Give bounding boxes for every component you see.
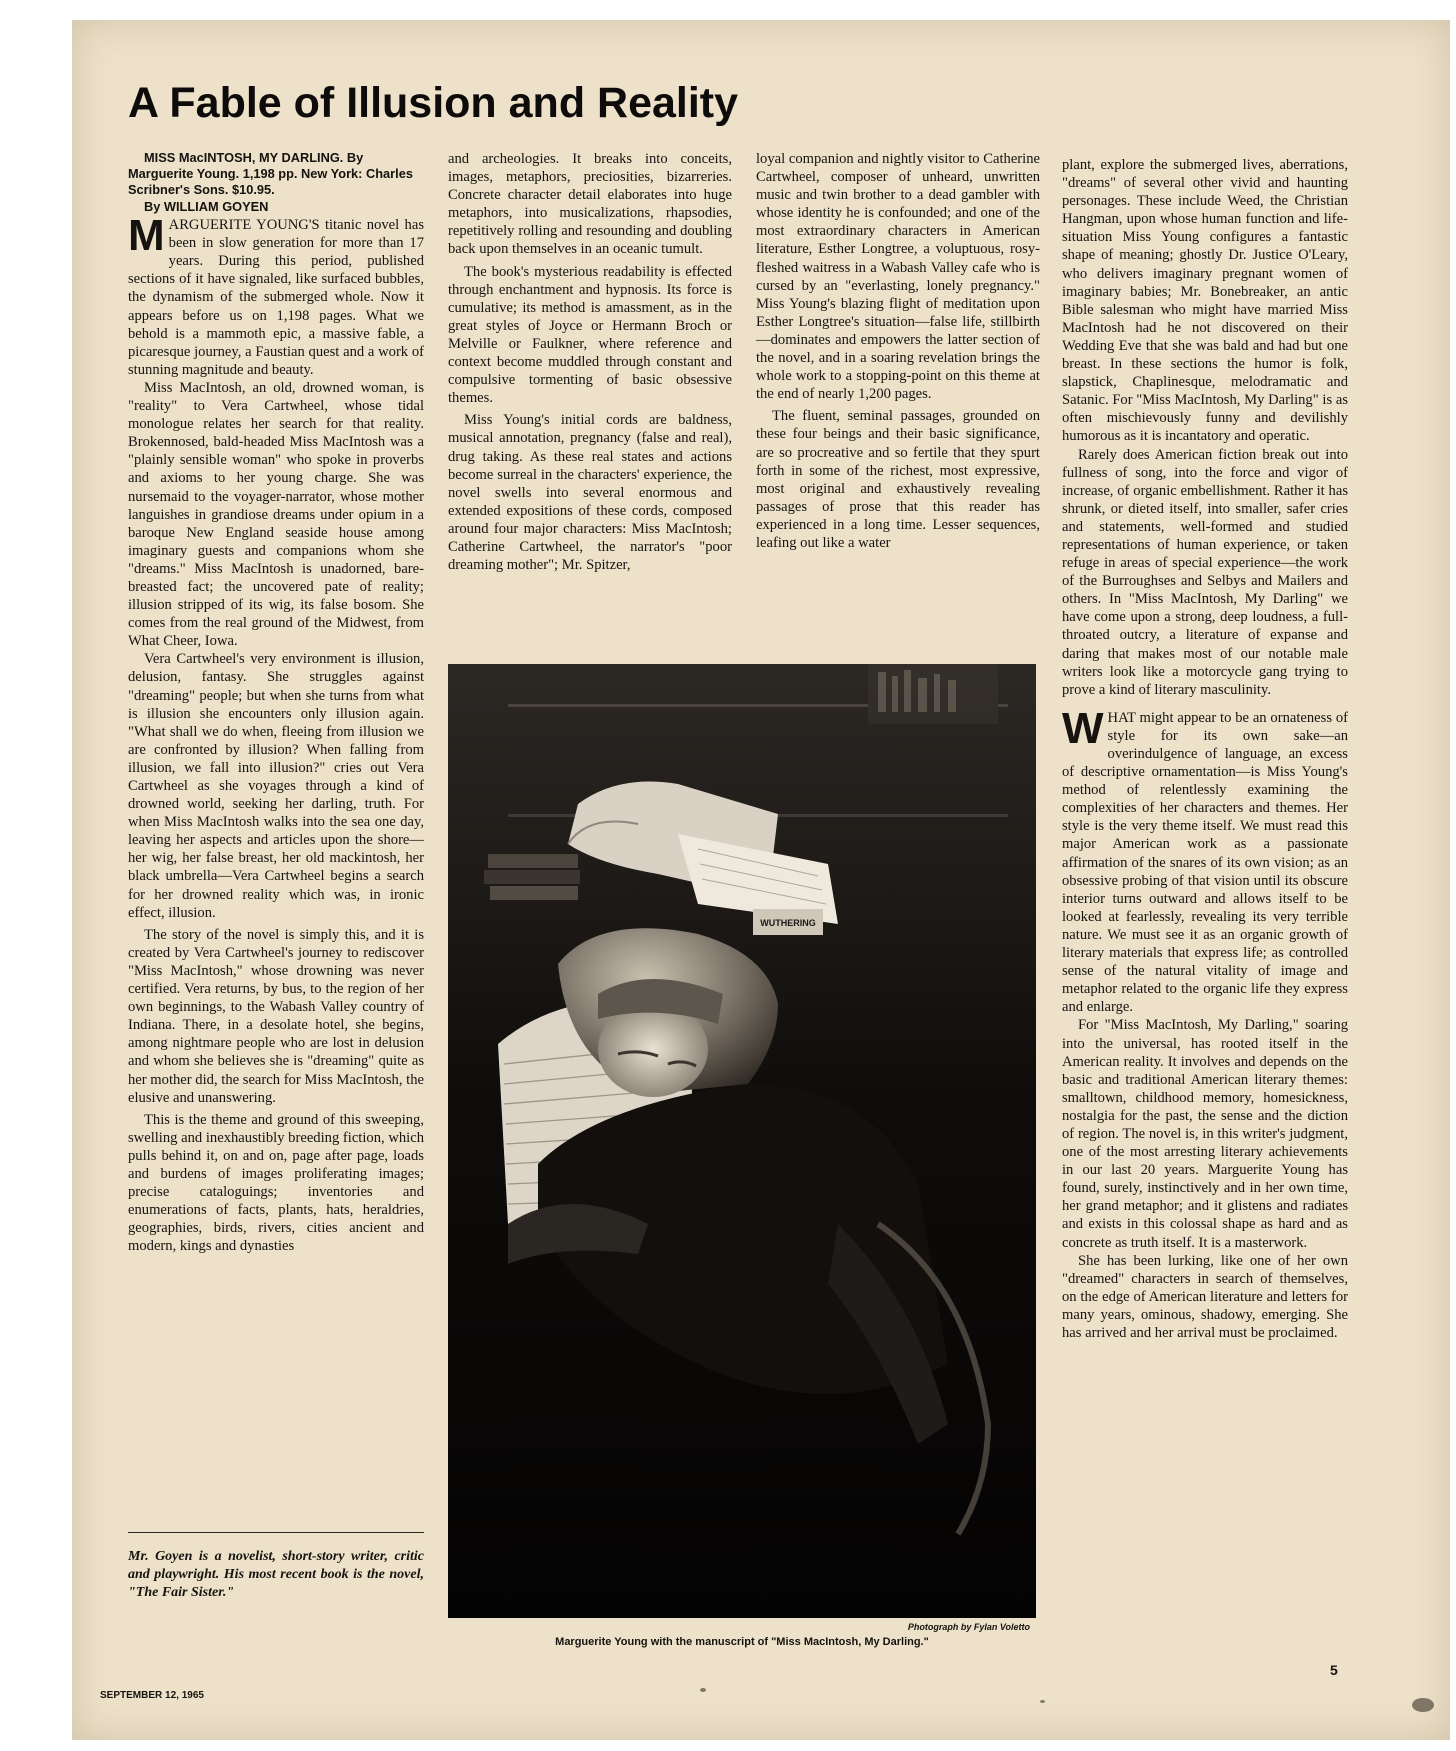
drop-cap: M bbox=[128, 211, 165, 261]
section-paragraph: WHAT might appear to be an ornateness of style for its own sake—an overindulgence of language, an excess of descriptive ornamentation—is Miss Young's method of relentlessly examining the complexities of her characters and themes. Her style is the very theme itself. We must read this major American work as a passionate affirmation of the snares of its own vision; as an obsessive probing of that vision until its obscure interior turns outward and allows itself to be looked at fearlessly, revealing its very terrible nature. We must see it as an organic growth of literary materials that express life; as controlled sense of the natural vitality of image and metaphor related to the organic life they express and enlarge. bbox=[1062, 703, 1348, 1016]
paragraph: She has been lurking, like one of her own "dreamed" characters in search of themselves, on the edge of American literature and letters for many years, ominous, shadowy, emerging. She has arrived and her arrival must be proclaimed. bbox=[1062, 1252, 1348, 1341]
column-4 bbox=[1062, 156, 1348, 1342]
column-1 bbox=[128, 150, 424, 1255]
book-title-label: WUTHERING bbox=[760, 918, 816, 928]
paragraph: loyal companion and nightly visitor to Catherine Cartwheel, composer of unheard, unwritten music and twin brother to a dead gambler with whose identity he is confounded; and one of the most extraordinary characters in American literature, Esther Longtree, a voluptuous, rosy-fleshed waitress in a Wabash Valley cafe who is cursed by an "everlasting, lonely pregnancy." Miss Young's blazing flight of meditation upon Esther Longtree's situation—false life, stillbirth—dominates and empowers the latter section of the novel, and in a soaring revelation brings the whole work to a stopping-point on this theme at the end of nearly 1,200 pages. bbox=[756, 151, 1040, 403]
lead-paragraph: MARGUERITE YOUNG'S titanic novel has been in slow generation for more than 17 years. During this period, published sections of it have signaled, like surfaced bubbles, the dynamism of the submerged whole. Now it appears before us on 1,198 pages. What we behold is a mammoth epic, a massive fable, a picaresque journey, a Faustian quest and a work of stunning magnitude and beauty. bbox=[128, 211, 424, 378]
small-book bbox=[753, 909, 823, 935]
byline: By WILLIAM GOYEN bbox=[144, 199, 269, 214]
ink-speck bbox=[700, 1688, 706, 1692]
book-stack bbox=[484, 854, 580, 900]
page-number: 5 bbox=[1330, 1662, 1338, 1678]
column-2 bbox=[448, 150, 732, 574]
paragraph: plant, explore the submerged lives, aberrations, "dreams" of several other vivid and haunting personages. These include Weed, the Christian Hangman, upon whose human function and life-situation Miss Young configures a fantastic shape of meaning; ghostly Dr. Justice O'Leary, who delivers imaginary pregnant women of imaginary babies; Mr. Bonebreaker, an antic Bible salesman who might have married Miss MacIntosh had he not discovered on their Wedding Eve that she was bald and had but one breast. In these sections the humor is folk, slapstick, Chaplinesque, melodramatic and Satanic. For "Miss MacIntosh, My Darling" is as often mischievously funny and devilishly humorous as it is incantatory and operatic. bbox=[1062, 157, 1348, 445]
paragraph: Miss Young's initial cords are baldness, musical annotation, pregnancy (false and real), drug taking. As these real states and actions become surreal in the characters' experience, the novel swells into several enormous and extended expositions of these cords, composed around four major characters: Miss MacIntosh; Catherine Cartwheel, the narrator's "poor dreaming mother"; Mr. Spitzer, bbox=[448, 412, 732, 574]
ink-speck bbox=[1040, 1700, 1045, 1703]
paragraph: The story of the novel is simply this, and it is created by Vera Cartwheel's journey to rediscover "Miss MacIntosh," whose drowning was never certified. Vera returns, by bus, to the region of her own beginnings, to the Wabash Valley country of Indiana. There, in a desolate hotel, she begins, among nightmare people who are lost in delusion and whom she believes she is "dreaming" quite as her mother did, the search for Miss MacIntosh, the elusive and unanswering. bbox=[128, 926, 424, 1106]
paragraph: This is the theme and ground of this sweeping, swelling and inexhaustibly breeding fiction, which pulls behind it, on and on, page after page, loads and burdens of images proliferating images; precise cataloguings; inventories and enumerations of facts, plants, hats, heraldries, geographies, birds, rivers, cities ancient and modern, kings and dynasties bbox=[128, 1111, 424, 1255]
paragraph: Rarely does American fiction break out into fullness of song, into the force and vigor of increase, of organic embellishment. Rather it has shrunk, or dieted itself, into smaller, safer cries and statements, well-formed and studied representations of human experience, or taken refuge in areas of special experience—the work of the Burroughses and Selbys and Mailers and others. In "Miss MacIntosh, My Darling" we have come upon a strong, deep loudness, a full-throated outcry, a literature of expanse and daring that makes most of our notable male writers look like a motorcycle gang trying to prove a kind of literary masculinity. bbox=[1062, 446, 1348, 698]
ink-smudge bbox=[1412, 1698, 1434, 1712]
drop-cap: W bbox=[1062, 703, 1104, 753]
author-photograph bbox=[448, 664, 1036, 1618]
paragraph: Miss MacIntosh, an old, drowned woman, is "reality" to Vera Cartwheel, whose tidal monologue relates her search for that reality. Brokennosed, bald-headed Miss MacIntosh was a "plainly sensible woman" who spoke in proverbs and axioms to her young charge. She was nursemaid to the voyager-narrator, whose mother languishes in grandiose dreams under opium in a baroque New England seaside house among imaginary guests and companions whom she "dreams." Miss MacIntosh is unadorned, bare-breasted fact; the uncovered pate of reality; illusion stripped of its wig, its false bosom. She comes from the real ground of the Midwest, from What Cheer, Iowa. bbox=[128, 379, 424, 650]
bio-divider bbox=[128, 1532, 424, 1533]
photo-illustration bbox=[448, 664, 1036, 1618]
headline: A Fable of Illusion and Reality bbox=[128, 79, 739, 127]
paragraph: For "Miss MacIntosh, My Darling," soaring into the universal, has rooted itself in the American reality. It involves and depends on the basic and traditional American literary themes: smalltown, childhood memory, homesickness, nostalgia for the past, the sense and the diction of region. The novel is, in this writer's judgment, one of the most arresting literary achievements in our last 20 years. Marguerite Young has found, surely, instinctively and in her own time, her grand metaphor; and it glistens and radiates and exists in this colossal shape as hard and as concrete as truth itself. It is a masterwork. bbox=[1062, 1017, 1348, 1251]
paragraph: The fluent, seminal passages, grounded on these four beings and their basic significance, are so procreative and so fertile that they spurt forth in some of the richest, most expressive, most original and exhaustively revealing passages of prose that this reader has experienced in a long time. Lesser sequences, leafing out like a water bbox=[756, 408, 1040, 551]
column-3 bbox=[756, 150, 1040, 552]
paragraph: The book's mysterious readability is effected through enchantment and hypnosis. Its force is cumulative; its method is amassment, as in the great styles of Joyce or Hermann Broch or Melville or Faulkner, where reference and context become muddled through constant and compulsive tormenting of basic obsessive themes. bbox=[448, 263, 732, 407]
book-info: MISS MacINTOSH, MY DARLING. By Marguerite Young. 1,198 pp. New York: Charles Scribner's Sons. $10.95. bbox=[128, 150, 413, 197]
author-bio: Mr. Goyen is a novelist, short-story writer, critic and playwright. His most recent book is the novel, "The Fair Sister." bbox=[128, 1549, 424, 1600]
paragraph: Vera Cartwheel's very environment is illusion, delusion, fantasy. She struggles against "dreaming" people; but when she turns from what is illusion she encounters only illusion again. "What shall we do when, fleeing from illusion we are confronted by illusion? When falling from illusion, we fall into illusion?" cries out Vera Cartwheel as she voyages through a kind of drowned world, seeking her darling, truth. For when Miss MacIntosh walks into the sea one day, leaving her aspects and articles upon the shore—her wig, her false breast, her old mackintosh, her black umbrella—Vera Cartwheel begins a search for her drowned reality which was, in ironic effect, illusion. bbox=[128, 651, 424, 921]
photo-caption: Marguerite Young with the manuscript of "Miss MacIntosh, My Darling." bbox=[555, 1636, 929, 1648]
photo-credit: Photograph by Fylan Voletto bbox=[907, 1622, 1030, 1632]
dateline: SEPTEMBER 12, 1965 bbox=[100, 1690, 204, 1701]
paragraph: and archeologies. It breaks into conceits, images, metaphors, preciosities, bizarreries. Concrete character detail elaborates into huge metaphors, into musicalizations, rhapsodies, repetitively rolling and resounding and doubling back upon themselves in an oceanic tumult. bbox=[448, 151, 732, 258]
